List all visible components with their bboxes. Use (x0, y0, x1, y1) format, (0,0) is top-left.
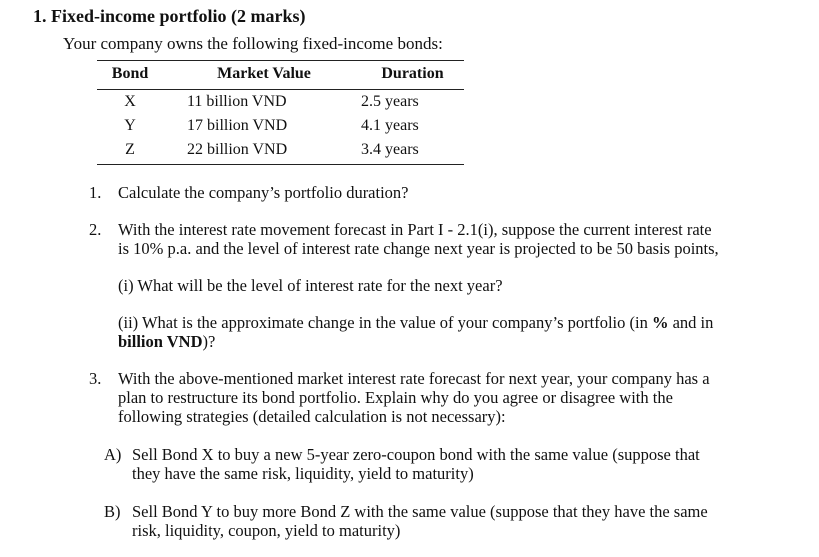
market-value-cell: 22 billion VND (163, 138, 341, 165)
sub-question-ii-text: (ii) What is the approximate change in the value of your company’s portfolio (in (118, 313, 652, 332)
question-text-line: is 10% p.a. and the level of interest rate change next year is projected to be 50 basis points, (118, 239, 719, 258)
question-number: 2. (89, 220, 102, 239)
question-text-line: following strategies (detailed calculation is not necessary): (118, 407, 506, 426)
billion-vnd-emphasis: billion VND (118, 332, 203, 351)
sub-question-ii-end: )? (202, 332, 216, 351)
bond-cell: Y (124, 117, 136, 134)
duration-cell: 2.5 years (361, 93, 419, 110)
bond-cell: Z (97, 138, 163, 165)
option-b-text: risk, liquidity, coupon, yield to maturity) (132, 521, 401, 540)
table-row (97, 90, 464, 115)
header-market-value: Market Value (217, 65, 311, 82)
option-b-text: Sell Bond Y to buy more Bond Z with the same value (suppose that they have the same (132, 502, 708, 521)
header-duration: Duration (381, 65, 444, 82)
sub-question-ii-cont (118, 332, 215, 352)
option-b-label: B) (104, 502, 121, 521)
question-text-line: With the interest rate movement forecast in Part I - 2.1(i), suppose the current interest rate (118, 220, 712, 239)
percent-emphasis: % (651, 313, 669, 332)
question-text-line: With the above-mentioned market interest rate forecast for next year, your company has a (118, 369, 710, 388)
market-value-cell: 17 billion VND (187, 117, 288, 134)
option-a-text: they have the same risk, liquidity, yield to maturity) (132, 464, 474, 483)
question-text-line: plan to restructure its bond portfolio. Explain why do you agree or disagree with the (118, 388, 673, 407)
table-row (97, 138, 464, 165)
header-bond: Bond (111, 65, 149, 82)
market-value-cell: 11 billion VND (187, 93, 287, 110)
option-a-text: Sell Bond X to buy a new 5-year zero-coupon bond with the same value (suppose that (132, 445, 700, 464)
question-number: 1. (89, 183, 102, 202)
bonds-table (97, 60, 464, 165)
question-text: Calculate the company’s portfolio duration? (118, 183, 409, 202)
section-title: 1. Fixed-income portfolio (2 marks) (33, 6, 306, 26)
sub-question-i: (i) What will be the level of interest rate for the next year? (118, 276, 503, 295)
sub-question-ii (118, 313, 713, 333)
table-header-row (97, 61, 464, 90)
duration-cell: 3.4 years (341, 138, 464, 165)
option-a-label: A) (104, 445, 122, 464)
sub-question-ii-text: and in (668, 313, 714, 332)
bond-cell: X (124, 93, 136, 110)
question-number: 3. (89, 369, 102, 388)
duration-cell: 4.1 years (361, 117, 419, 134)
table-row (97, 114, 464, 138)
intro-text: Your company owns the following fixed-income bonds: (63, 34, 443, 53)
